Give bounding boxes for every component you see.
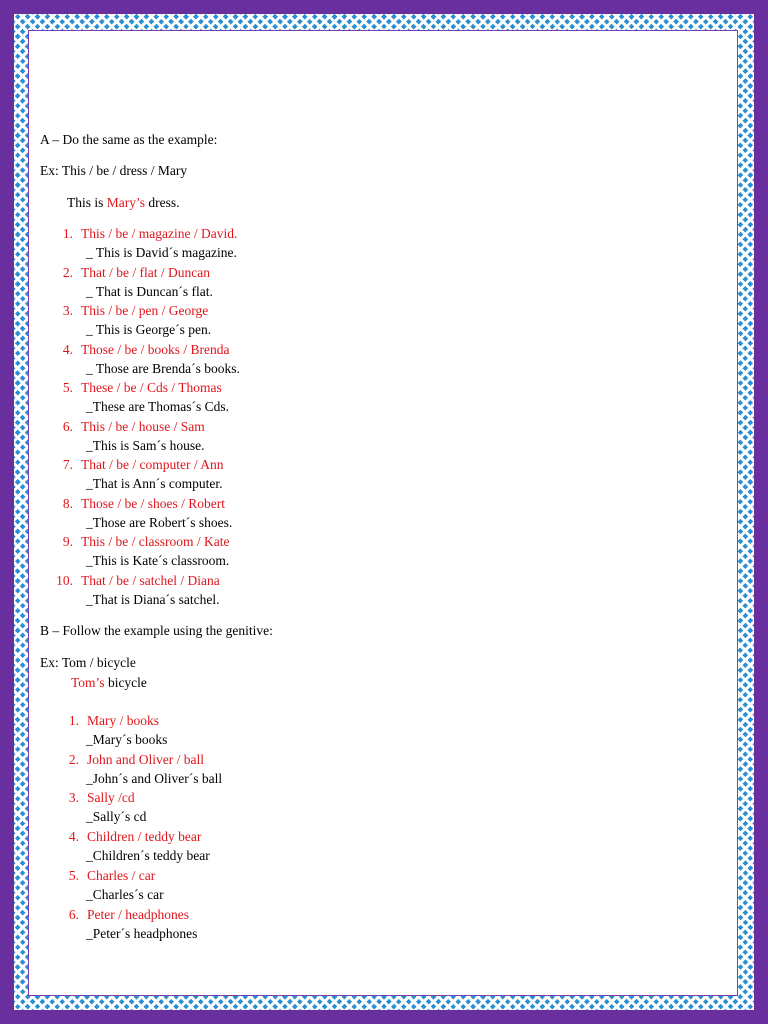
list-item-answer: _This is Kate´s classroom. — [86, 553, 230, 568]
prompt-text: This / be / magazine / David. — [81, 226, 238, 241]
list-item-prompt — [51, 534, 229, 550]
list-number: 6. — [62, 418, 73, 434]
example-answer-highlight: Mary’s — [106, 195, 146, 210]
list-item-prompt — [57, 829, 201, 845]
list-number: 5. — [68, 867, 79, 883]
list-number: 3. — [68, 790, 79, 806]
prompt-text: Sally /cd — [87, 790, 135, 806]
example-b-post: bicycle — [104, 675, 147, 690]
list-item-prompt — [51, 303, 208, 319]
prompt-text: Those / be / books / Brenda — [81, 341, 230, 357]
list-item-prompt — [51, 380, 222, 396]
section-b-example-answer — [71, 675, 147, 691]
list-item-answer: _This is Sam´s house. — [86, 437, 205, 453]
list-number: 3. — [62, 303, 73, 318]
list-item-answer: _John´s and Oliver´s ball — [86, 770, 223, 786]
list-number: 2. — [68, 751, 79, 767]
prompt-text: Charles / car — [87, 867, 156, 883]
list-item-prompt — [51, 226, 237, 242]
prompt-text: That / be / computer / Ann — [81, 457, 224, 472]
section-a-heading: A – Do the same as the example: — [40, 132, 218, 147]
section-a-example-label: Ex: This / be / dress / Mary — [40, 163, 188, 178]
list-number: 1. — [68, 713, 79, 728]
example-answer-post: dress. — [145, 195, 180, 210]
prompt-text: These / be / Cds / Thomas — [81, 380, 222, 395]
prompt-text: This / be / pen / George — [81, 303, 209, 318]
list-item-prompt — [57, 713, 159, 729]
list-item-answer: _ This is George´s pen. — [86, 322, 212, 337]
list-item-answer: _Mary´s books — [86, 732, 168, 747]
prompt-text: This / be / classroom / Kate — [81, 534, 230, 549]
list-number: 4. — [62, 341, 73, 357]
list-number: 9. — [62, 534, 73, 549]
section-a-example-answer — [67, 195, 180, 211]
prompt-text: That / be / satchel / Diana — [81, 572, 220, 588]
list-item-prompt — [51, 342, 229, 358]
section-b-heading: B – Follow the example using the genitive: — [40, 623, 273, 638]
list-item-prompt — [51, 573, 220, 589]
section-b-example-label: Ex: Tom / bicycle — [40, 655, 136, 670]
list-number: 5. — [62, 380, 73, 395]
prompt-text: John and Oliver / ball — [87, 751, 204, 767]
list-item-prompt — [57, 907, 189, 923]
worksheet-page — [28, 30, 738, 996]
list-item-answer: _That is Diana´s satchel. — [86, 591, 220, 607]
prompt-text: This / be / house / Sam — [81, 418, 205, 434]
list-number: 4. — [68, 829, 79, 845]
list-number: 2. — [62, 264, 73, 280]
list-item-answer: _ This is David´s magazine. — [86, 245, 237, 260]
list-number: 7. — [62, 457, 73, 472]
list-number: 1. — [62, 226, 73, 241]
list-item-answer: _These are Thomas´s Cds. — [86, 399, 229, 414]
list-item-answer: _Those are Robert´s shoes. — [86, 514, 233, 530]
example-answer-pre: This is — [67, 195, 107, 210]
list-item-answer: _Sally´s cd — [86, 809, 147, 825]
list-item-prompt — [51, 419, 205, 435]
list-item-prompt — [57, 868, 155, 884]
list-item-answer: _Charles´s car — [86, 886, 164, 902]
list-item-prompt — [57, 752, 204, 768]
list-item-prompt — [51, 265, 210, 281]
prompt-text: Mary / books — [87, 713, 159, 728]
prompt-text: That / be / flat / Duncan — [81, 264, 210, 280]
prompt-text: Peter / headphones — [87, 906, 189, 922]
list-item-answer: _ That is Duncan´s flat. — [86, 283, 213, 299]
list-item-answer: _Peter´s headphones — [86, 925, 198, 941]
example-b-highlight: Tom’s — [71, 675, 105, 690]
list-item-prompt — [51, 457, 223, 473]
list-item-prompt — [57, 790, 135, 806]
list-number: 10. — [56, 572, 73, 588]
list-item-answer: _That is Ann´s computer. — [86, 476, 223, 491]
list-item-answer: _ Those are Brenda´s books. — [86, 360, 240, 376]
prompt-text: Children / teddy bear — [87, 829, 202, 845]
list-item-prompt — [51, 496, 225, 512]
list-number: 6. — [68, 906, 79, 922]
prompt-text: Those / be / shoes / Robert — [81, 495, 225, 511]
list-number: 8. — [62, 495, 73, 511]
list-item-answer: _Children´s teddy bear — [86, 848, 210, 864]
